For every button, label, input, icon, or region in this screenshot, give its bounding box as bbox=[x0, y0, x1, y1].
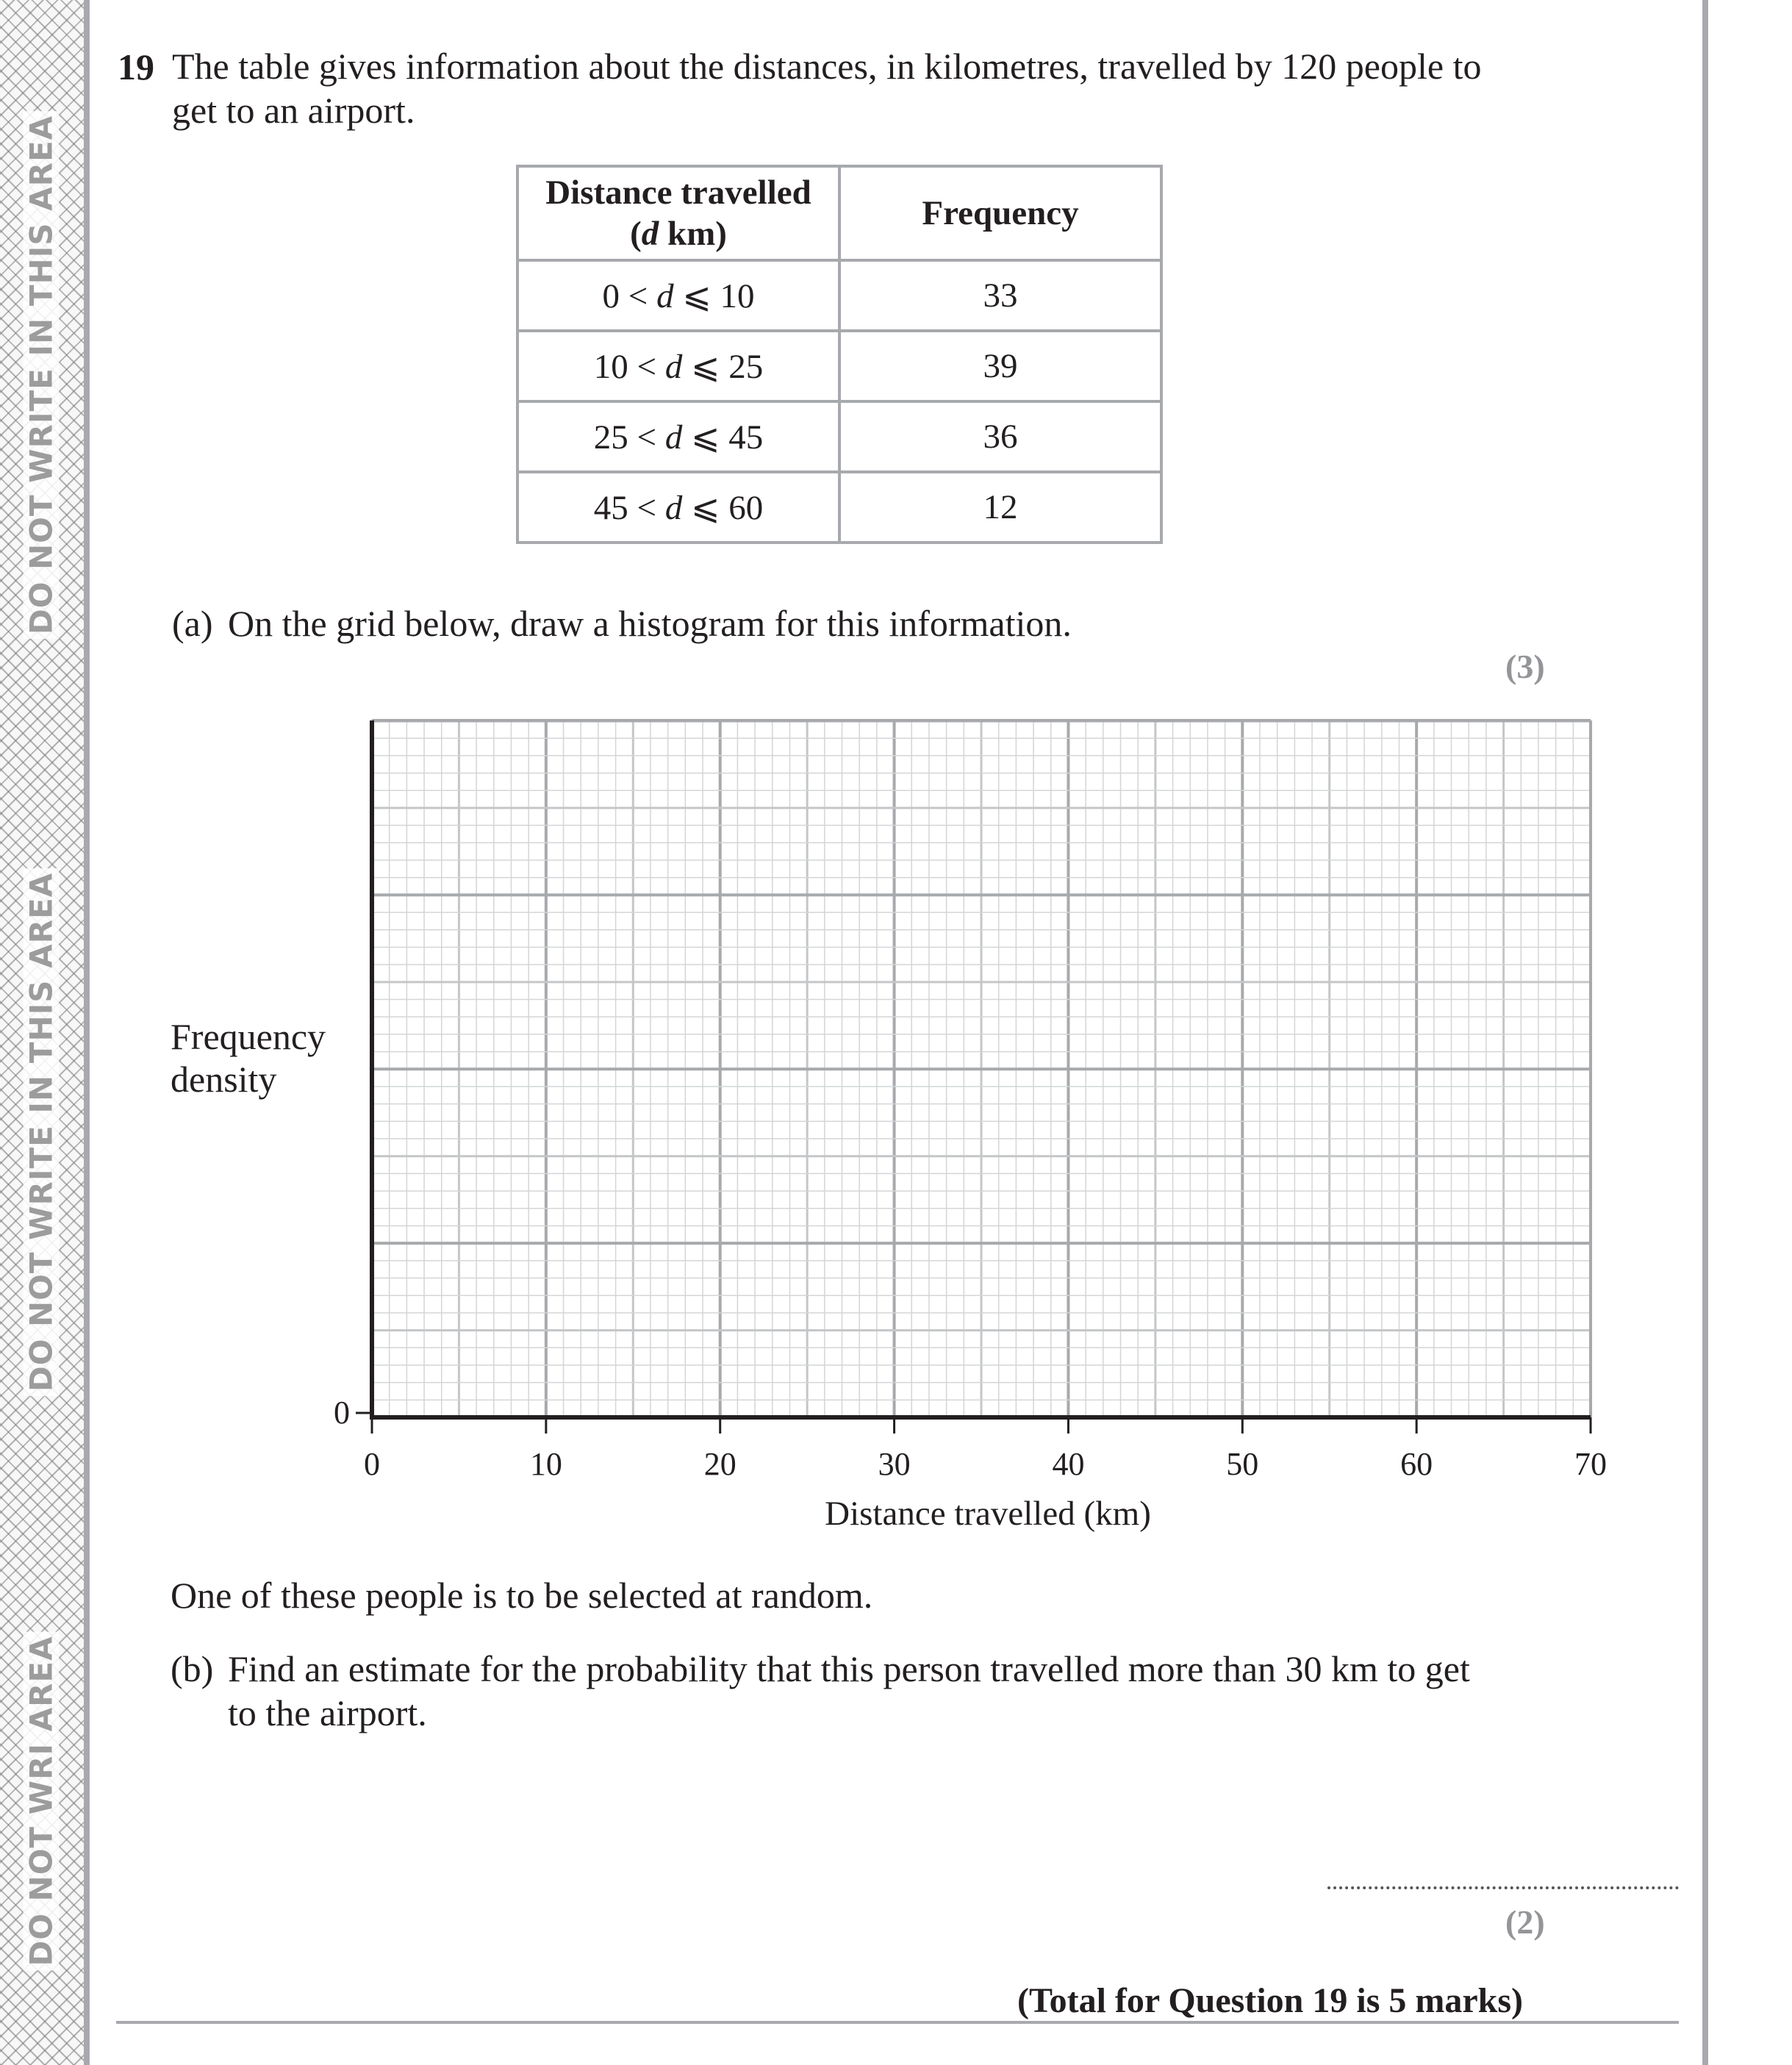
interval-low: 10 bbox=[593, 347, 628, 386]
interval-high: 60 bbox=[728, 488, 764, 527]
x-tick-label: 60 bbox=[1400, 1446, 1433, 1482]
frequency-cell: 36 bbox=[839, 401, 1161, 472]
lt-sign: < bbox=[620, 276, 657, 315]
header-distance-variable: d bbox=[641, 215, 659, 253]
x-tick-label: 70 bbox=[1574, 1446, 1608, 1482]
part-a-text: On the grid below, draw a histogram for this information. bbox=[228, 603, 1072, 644]
lt-sign: < bbox=[628, 418, 665, 457]
question-number: 19 bbox=[118, 46, 154, 87]
header-distance-paren-open: ( bbox=[630, 215, 642, 253]
header-frequency: Frequency bbox=[839, 166, 1161, 260]
part-b-label: (b) bbox=[171, 1648, 214, 1689]
header-distance-unit: km) bbox=[659, 215, 727, 253]
part-a-label: (a) bbox=[172, 603, 213, 644]
question-intro-line2: get to an airport. bbox=[172, 90, 415, 131]
interval-high: 10 bbox=[720, 276, 755, 315]
interval-high: 25 bbox=[728, 347, 764, 386]
interval-variable: d bbox=[664, 347, 683, 386]
interval-low: 45 bbox=[593, 488, 628, 527]
margin-warning-middle: DO NOT WRITE IN THIS AREA bbox=[24, 868, 60, 1396]
x-tick-label: 40 bbox=[1052, 1446, 1085, 1482]
part-b-text-line1: Find an estimate for the probability that this person travelled more than 30 km to get bbox=[228, 1648, 1470, 1689]
margin-warning-top: DO NOT WRITE IN THIS AREA bbox=[24, 111, 60, 639]
answer-line[interactable] bbox=[1327, 1886, 1679, 1889]
frequency-cell: 33 bbox=[839, 260, 1161, 331]
bottom-rule bbox=[116, 2021, 1679, 2024]
y-zero-label: 0 bbox=[334, 1395, 350, 1431]
x-axis-label: Distance travelled (km) bbox=[825, 1495, 1151, 1533]
x-axis-ticks bbox=[364, 1417, 1607, 1482]
y-axis-label-line2: density bbox=[171, 1059, 277, 1100]
y-axis-label-line1: Frequency bbox=[171, 1016, 326, 1057]
grid-lines bbox=[372, 720, 1591, 1417]
interval-low: 0 bbox=[602, 276, 620, 315]
part-b-text-line2: to the airport. bbox=[228, 1692, 427, 1733]
interval-variable: d bbox=[664, 418, 683, 457]
x-tick-label: 0 bbox=[364, 1446, 380, 1482]
x-tick-label: 20 bbox=[703, 1446, 736, 1482]
lt-sign: < bbox=[628, 347, 665, 386]
frequency-cell: 39 bbox=[839, 331, 1161, 401]
x-tick-label: 30 bbox=[878, 1446, 911, 1482]
header-distance-line1: Distance travelled bbox=[545, 173, 811, 212]
lt-sign: < bbox=[628, 488, 665, 527]
part-b-marks: (2) bbox=[1505, 1903, 1545, 1941]
leq-sign: ⩽ bbox=[673, 276, 720, 315]
interval-variable: d bbox=[664, 488, 683, 527]
interval-high: 45 bbox=[728, 418, 764, 457]
leq-sign: ⩽ bbox=[682, 347, 729, 386]
x-tick-label: 10 bbox=[529, 1446, 562, 1482]
question-intro-line1: The table gives information about the distances, in kilometres, travelled by 120 people to bbox=[172, 46, 1482, 87]
margin-warning-bottom: DO NOT WRI AREA bbox=[24, 1631, 60, 1970]
total-marks: (Total for Question 19 is 5 marks) bbox=[1017, 1981, 1524, 2020]
interval-low: 25 bbox=[593, 418, 628, 457]
selection-text: One of these people is to be selected at random. bbox=[171, 1575, 873, 1616]
frequency-cell: 12 bbox=[839, 472, 1161, 543]
leq-sign: ⩽ bbox=[682, 418, 729, 457]
leq-sign: ⩽ bbox=[682, 488, 729, 527]
x-tick-label: 50 bbox=[1226, 1446, 1259, 1482]
interval-variable: d bbox=[656, 276, 674, 315]
part-a-marks: (3) bbox=[1505, 648, 1545, 685]
